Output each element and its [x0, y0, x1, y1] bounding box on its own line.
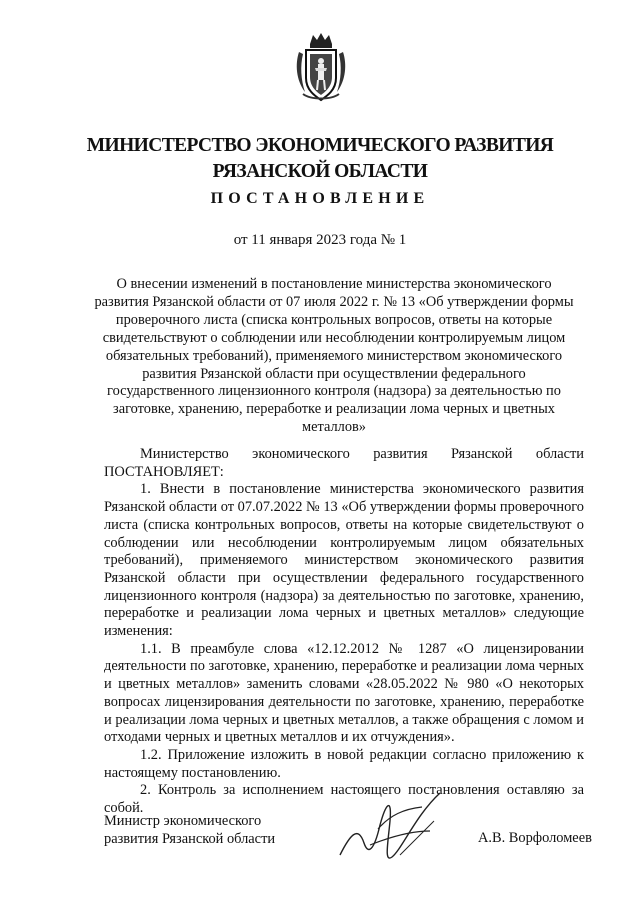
paragraph-1-2: 1.2. Приложение изложить в новой редакции согласно приложению к настоящему постановлению.: [104, 746, 584, 781]
resolves-line: ПОСТАНОВЛЯЕТ:: [104, 463, 224, 480]
signatory-name: А.В. Ворфоломеев: [478, 830, 592, 846]
document-date: от 11 января 2023 года № 1: [233, 232, 407, 248]
intro-paragraph: Министерство экономического развития Рязанской области: [140, 446, 584, 462]
paragraph-1-1: 1.1. В преамбуле слова «12.12.2012 № 1287 «О лицензировании деятельности по заготовке, хранению, переработке и реализации лома черных и цветных металлов» заменить словами «28.05.2022 № 980 «О некоторых вопросах лицензирования деятельности по заготовке, хранению, переработке и реализации лома черных и цветных металлов, а также обращения с ломом и отходами черных и цветных металлов и их отчуждения».: [104, 640, 584, 746]
paragraph-1: 1. Внести в постановление министерства экономического развития Рязанской области от 07.07.2022 № 13 «Об утверждении формы проверочного листа (списка контрольных вопросов, ответы на которые свидетельствуют о соблюдении или несоблюдении контролируемым лицом обязательных требований), применяемого министерством экономического развития Рязанской области при осуществлении федерального государственного лицензионного контроля (надзора) за деятельностью по заготовке, хранению, переработке и реализации лома черных и цветных металлов» следующие изменения:: [104, 481, 584, 640]
ministry-title-line2: РЯЗАНСКОЙ ОБЛАСТИ: [212, 161, 428, 182]
document-type: ПОСТАНОВЛЕНИЕ: [210, 190, 430, 207]
ministry-title-line1: МИНИСТЕРСТВО ЭКОНОМИЧЕСКОГО РАЗВИТИЯ: [86, 135, 554, 156]
position-line2: развития Рязанской области: [104, 831, 276, 847]
handwritten-signature: [330, 785, 470, 875]
coat-of-arms-icon: [293, 30, 349, 104]
paragraph-2: 2. Контроль за исполнением настоящего постановления оставляю за собой.: [104, 782, 584, 817]
signatory-position: [104, 812, 275, 848]
document-subject: О внесении изменений в постановление министерства экономического развития Рязанской области от 07 июля 2022 г. № 13 «Об утверждении формы проверочного листа (списка контрольных вопросов, ответы на которые свидетельствуют о соблюдении или несоблюдении контролируемым лицом обязательных требований), применяемого министерством экономического развития Рязанской области при осуществлении федерального государственного лицензионного контроля (надзора) за деятельностью по заготовке, хранению, переработке и реализации лома черных и цветных металлов»: [94, 276, 574, 436]
document-body: [104, 446, 584, 818]
position-line1: Министр экономического: [104, 813, 262, 829]
